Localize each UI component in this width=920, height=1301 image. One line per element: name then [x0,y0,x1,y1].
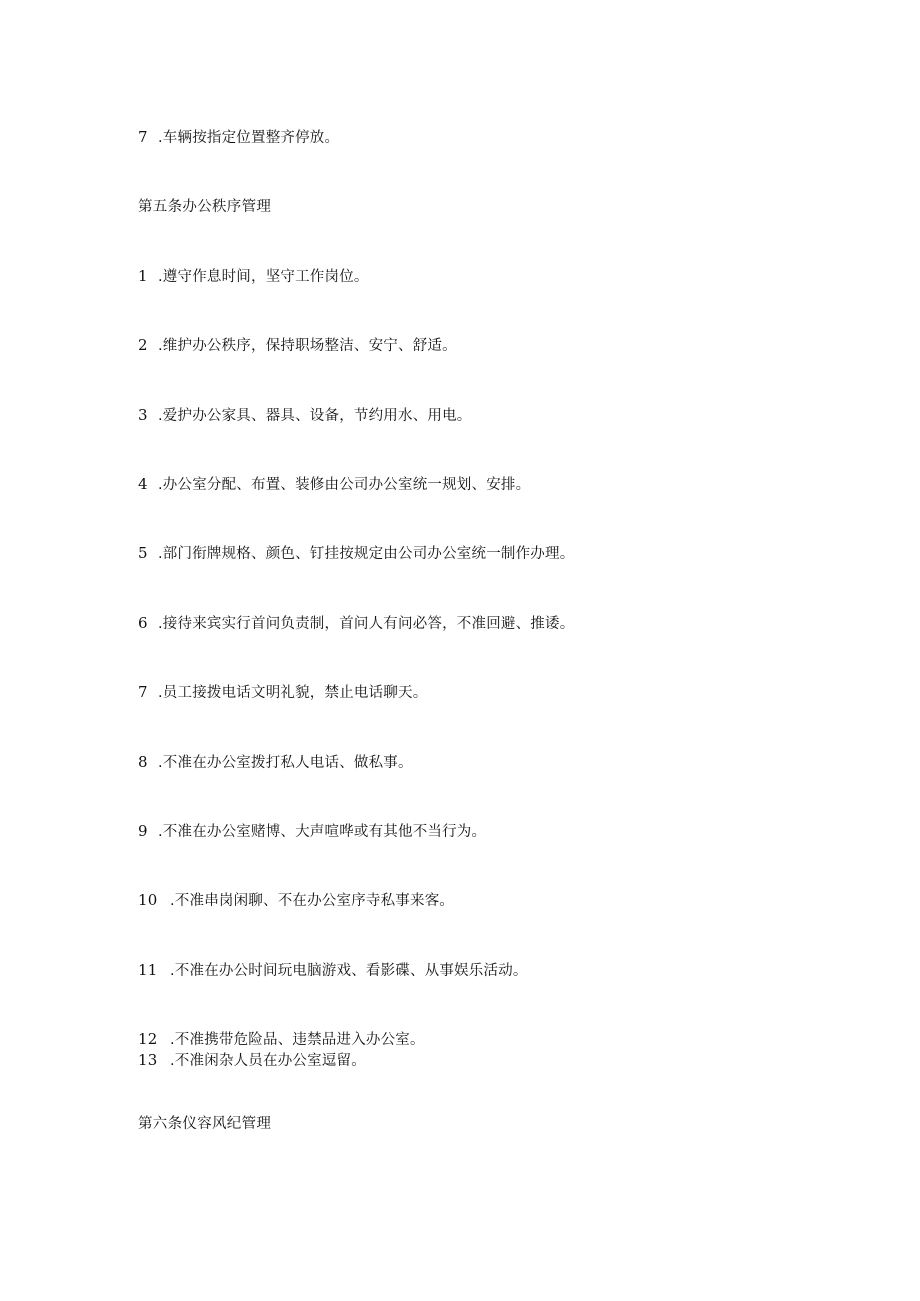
item-number: 1 [138,267,148,285]
item-text: .不准在办公室赌博、大声喧哗或有其他不当行为。 [158,824,487,840]
list-item [138,682,427,703]
list-item [138,405,472,426]
section-heading: 第五条办公秩序管理 [138,199,272,215]
item-text: .部门衔牌规格、颜色、钉挂按规定由公司办公室统一制作办理。 [158,546,575,562]
item-number: 10 [138,891,158,909]
item-text: .不准串岗闲聊、不在办公室序寺私事来客。 [170,893,455,909]
list-item [138,266,369,287]
list-item [138,752,413,773]
list-item [138,890,454,911]
item-number: 7 [138,128,148,146]
item-number: 3 [138,406,148,424]
list-item [138,1029,425,1050]
list-item [138,474,530,495]
list-item [138,127,339,148]
list-item [138,335,457,356]
item-text: .员工接拨电话文明礼貌，禁止电话聊天。 [158,685,428,701]
item-number: 11 [138,961,158,979]
item-text: .不准在办公室拨打私人电话、做私事。 [158,755,413,771]
item-text: .维护办公秩序，保持职场整洁、安宁、舒适。 [158,338,457,354]
item-number: 2 [138,336,148,354]
list-item [138,960,528,981]
item-number: 4 [138,475,148,493]
item-number: 9 [138,822,148,840]
item-number: 5 [138,544,148,562]
item-text: .接待来宾实行首问负责制，首问人有问必答，不准回避、推诿。 [158,616,575,632]
item-number: 13 [138,1051,158,1069]
item-text: .爱护办公家具、器具、设备，节约用水、用电。 [158,408,472,424]
item-text: .遵守作息时间，坚守工作岗位。 [158,269,369,285]
list-item [138,821,486,842]
list-item [138,543,574,564]
item-number: 6 [138,614,148,632]
item-number: 7 [138,683,148,701]
item-text: .车辆按指定位置整齐停放。 [158,130,340,146]
list-item [138,1050,366,1071]
item-number: 12 [138,1030,158,1048]
item-text: .办公室分配、布置、装修由公司办公室统一规划、安排。 [158,477,531,493]
item-text: .不准闲杂人员在办公室逗留。 [170,1053,366,1069]
item-number: 8 [138,753,148,771]
item-text: .不准在办公时间玩电脑游戏、看影碟、从事娱乐活动。 [170,963,528,979]
list-item [138,613,574,634]
item-text: .不准携带危险品、违禁品进入办公室。 [170,1032,425,1048]
section-heading: 第六条仪容风纪管理 [138,1116,272,1132]
